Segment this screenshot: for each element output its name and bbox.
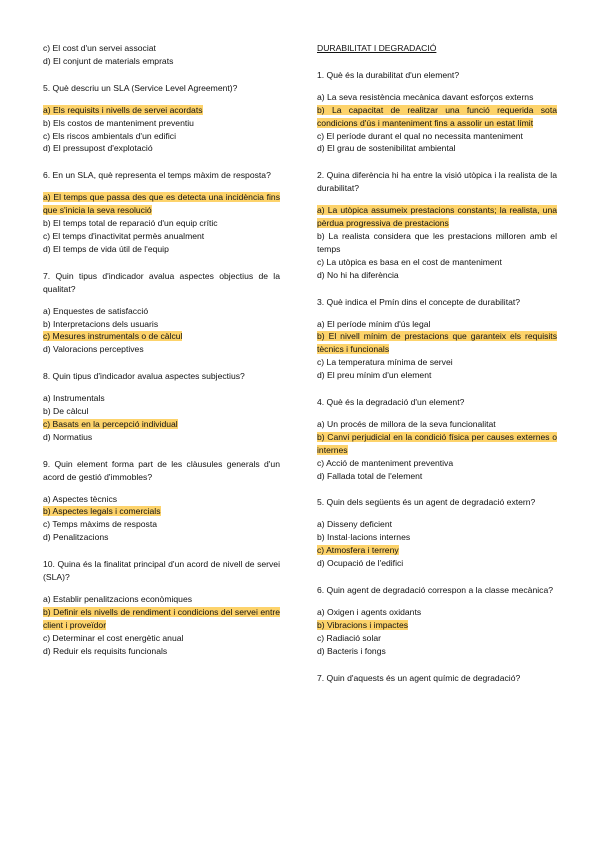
- question-text: 7. Quin d'aquests és un agent químic de degradació?: [317, 672, 521, 683]
- highlighted-answer: b) Aspectes legals i comercials: [43, 506, 161, 517]
- option-label: c) La temperatura mínima de servei: [317, 357, 453, 368]
- highlighted-answer: c) Mesures instrumentals o de càlcul: [43, 331, 183, 342]
- correct-option: [317, 544, 557, 557]
- left-question-list: [43, 82, 280, 658]
- option-label: b) El temps total de reparació d'un equip crític: [43, 218, 218, 229]
- option-label: b) Els costos de manteniment preventiu: [43, 117, 194, 128]
- option: [43, 318, 280, 331]
- option: [43, 431, 280, 444]
- option-label: c) El temps d'inactivitat permès anualment: [43, 230, 205, 241]
- highlighted-answer: b) La capacitat de realitzar una funció requerida sota condicions d'ús i manteniment fins a assolir un estat límit: [317, 104, 557, 128]
- option: [317, 518, 557, 531]
- option-label: b) De càlcul: [43, 406, 89, 417]
- question-text: 5. Què descriu un SLA (Service Level Agreement)?: [43, 82, 238, 93]
- option-label: b) Instal·lacions internes: [317, 532, 411, 543]
- option-list: [317, 204, 557, 281]
- correct-option: [317, 330, 557, 356]
- correct-option: [43, 505, 280, 518]
- option-label: a) El període mínim d'ús legal: [317, 318, 431, 329]
- question-text: 5. Quin dels següents és un agent de degradació extern?: [317, 497, 536, 508]
- question-block: [317, 396, 557, 482]
- option-label: d) El preu mínim d'un element: [317, 370, 432, 381]
- option: [43, 531, 280, 544]
- option: [43, 117, 280, 130]
- option-label: a) La seva resistència mecànica davant esforços externs: [317, 91, 534, 102]
- correct-option: [317, 431, 557, 457]
- question-block: [43, 169, 280, 255]
- question-block: [317, 69, 557, 155]
- option-label: d) El grau de sostenibilitat ambiental: [317, 143, 456, 154]
- option: [317, 531, 557, 544]
- option-list: [43, 593, 280, 658]
- option-list: [317, 518, 557, 570]
- question-text: 9. Quin element forma part de les clàusules generals d'un acord de gestió d'immobles?: [43, 458, 280, 482]
- option-label: c) Radiació solar: [317, 632, 381, 643]
- option: [43, 243, 280, 256]
- option: [43, 305, 280, 318]
- left-column: [43, 42, 280, 672]
- option-label: a) Oxigen i agents oxidants: [317, 606, 422, 617]
- option-list: [317, 418, 557, 483]
- option-list: [43, 104, 280, 156]
- question-text: 6. En un SLA, què representa el temps màxim de resposta?: [43, 170, 271, 181]
- option: [317, 369, 557, 382]
- option-list: [43, 305, 280, 357]
- option: [43, 645, 280, 658]
- correct-option: [43, 104, 280, 117]
- option: [317, 606, 557, 619]
- right-question-list: [317, 69, 557, 685]
- highlighted-answer: a) La utòpica assumeix prestacions constants; la realista, una pèrdua progressiva de prestacions: [317, 205, 557, 229]
- option: [43, 130, 280, 143]
- option: [317, 142, 557, 155]
- option-label: d) El pressupost d'explotació: [43, 143, 153, 154]
- option: [317, 470, 557, 483]
- option: [317, 645, 557, 658]
- highlighted-answer: a) El temps que passa des que es detecta una incidència fins que s'inicia la seva resolució: [43, 192, 280, 216]
- question-block: [43, 82, 280, 156]
- option: [43, 217, 280, 230]
- option: [317, 457, 557, 470]
- question-text: 1. Què és la durabilitat d'un element?: [317, 69, 460, 80]
- option-label: c) El període durant el qual no necessita manteniment: [317, 130, 523, 141]
- option-label: d) Bacteris i fongs: [317, 645, 386, 656]
- option-list: [43, 392, 280, 444]
- option: [43, 230, 280, 243]
- option-label: c) Determinar el cost energètic anual: [43, 632, 184, 643]
- option-label: c) Els riscos ambientals d'un edifici: [43, 130, 176, 141]
- option-label: d) Fallada total de l'element: [317, 470, 423, 481]
- option: d) El conjunt de materials emprats: [43, 55, 174, 66]
- question-text: 4. Què és la degradació d'un element?: [317, 397, 465, 408]
- question-block: [43, 370, 280, 444]
- highlighted-answer: b) Canvi perjudicial en la condició física per causes externes o internes: [317, 431, 557, 455]
- highlighted-answer: b) El nivell mínim de prestacions que garanteix els requisits tècnics i funcionals: [317, 331, 557, 355]
- option: [317, 557, 557, 570]
- option-label: c) La utòpica es basa en el cost de manteniment: [317, 256, 502, 267]
- option-label: a) Establir penalitzacions econòmiques: [43, 594, 193, 604]
- question-block: [43, 458, 280, 544]
- option: [317, 356, 557, 369]
- option: [43, 142, 280, 155]
- option-label: b) Interpretacions dels usuaris: [43, 318, 159, 329]
- question-block: [317, 169, 557, 281]
- option: [317, 418, 557, 431]
- correct-option: [43, 418, 280, 431]
- highlighted-answer: a) Els requisits i nivells de servei acordats: [43, 104, 203, 115]
- option-label: a) Un procés de millora de la seva funcionalitat: [317, 418, 496, 429]
- option: [317, 269, 557, 282]
- option-label: d) Ocupació de l'edifici: [317, 558, 404, 569]
- option: [43, 392, 280, 405]
- option: [317, 130, 557, 143]
- option: [43, 593, 280, 606]
- option: [43, 632, 280, 645]
- question-text: 3. Què indica el Pmín dins el concepte de durabilitat?: [317, 296, 521, 307]
- option: [317, 91, 557, 104]
- option: [43, 518, 280, 531]
- question-block: [317, 496, 557, 570]
- option-label: a) Instrumentals: [43, 393, 105, 404]
- question-block: [43, 270, 280, 356]
- option: c) El cost d'un servei associat: [43, 43, 156, 53]
- section-heading: DURABILITAT I DEGRADACIÓ: [317, 43, 437, 53]
- option-label: a) Enquestes de satisfacció: [43, 305, 149, 316]
- question-text: 8. Quin tipus d'indicador avalua aspectes subjectius?: [43, 371, 245, 382]
- correct-option: [43, 330, 280, 343]
- question-text: 6. Quin agent de degradació correspon a la classe mecànica?: [317, 585, 553, 595]
- option-list: [43, 493, 280, 545]
- option: [43, 343, 280, 356]
- question-block: [317, 672, 557, 685]
- highlighted-answer: b) Definir els nivells de rendiment i condicions del servei entre client i proveïdor: [43, 606, 280, 630]
- option-label: d) Normatius: [43, 431, 93, 442]
- option-label: c) Temps màxims de resposta: [43, 519, 157, 530]
- option: [317, 230, 557, 256]
- option-label: d) No hi ha diferència: [317, 269, 399, 280]
- question-text: 2. Quina diferència hi ha entre la visió utòpica i la realista de la durabilitat?: [317, 170, 557, 194]
- correct-option: [43, 191, 280, 217]
- option-label: d) Valoracions perceptives: [43, 344, 144, 355]
- continuation-options: [43, 42, 280, 68]
- question-text: 10. Quina és la finalitat principal d'un acord de nivell de servei (SLA)?: [43, 559, 280, 583]
- option-label: d) El temps de vida útil de l'equip: [43, 243, 169, 254]
- option: [43, 405, 280, 418]
- option-list: [317, 606, 557, 658]
- right-column: [317, 42, 557, 693]
- option-label: d) Penalitzacions: [43, 532, 109, 543]
- highlighted-answer: b) Vibracions i impactes: [317, 619, 409, 630]
- highlighted-answer: c) Basats en la percepció individual: [43, 418, 178, 429]
- highlighted-answer: c) Atmosfera i terreny: [317, 545, 399, 556]
- option-label: a) Disseny deficient: [317, 519, 392, 530]
- correct-option: [317, 619, 557, 632]
- question-block: [317, 584, 557, 658]
- correct-option: [317, 204, 557, 230]
- option: [317, 632, 557, 645]
- option: [317, 318, 557, 331]
- option-list: [43, 191, 280, 256]
- option-label: d) Reduir els requisits funcionals: [43, 645, 168, 656]
- question-block: [43, 558, 280, 657]
- option: [43, 493, 280, 506]
- option-list: [317, 318, 557, 383]
- option-label: c) Acció de manteniment preventiva: [317, 457, 454, 468]
- correct-option: [317, 104, 557, 130]
- option-list: [317, 91, 557, 156]
- option-label: a) Aspectes tècnics: [43, 493, 118, 504]
- question-block: [317, 296, 557, 382]
- option: [317, 256, 557, 269]
- question-text: 7. Quin tipus d'indicador avalua aspectes objectius de la qualitat?: [43, 270, 280, 294]
- correct-option: [43, 606, 280, 632]
- option-label: b) La realista considera que les prestacions milloren amb el temps: [317, 230, 557, 254]
